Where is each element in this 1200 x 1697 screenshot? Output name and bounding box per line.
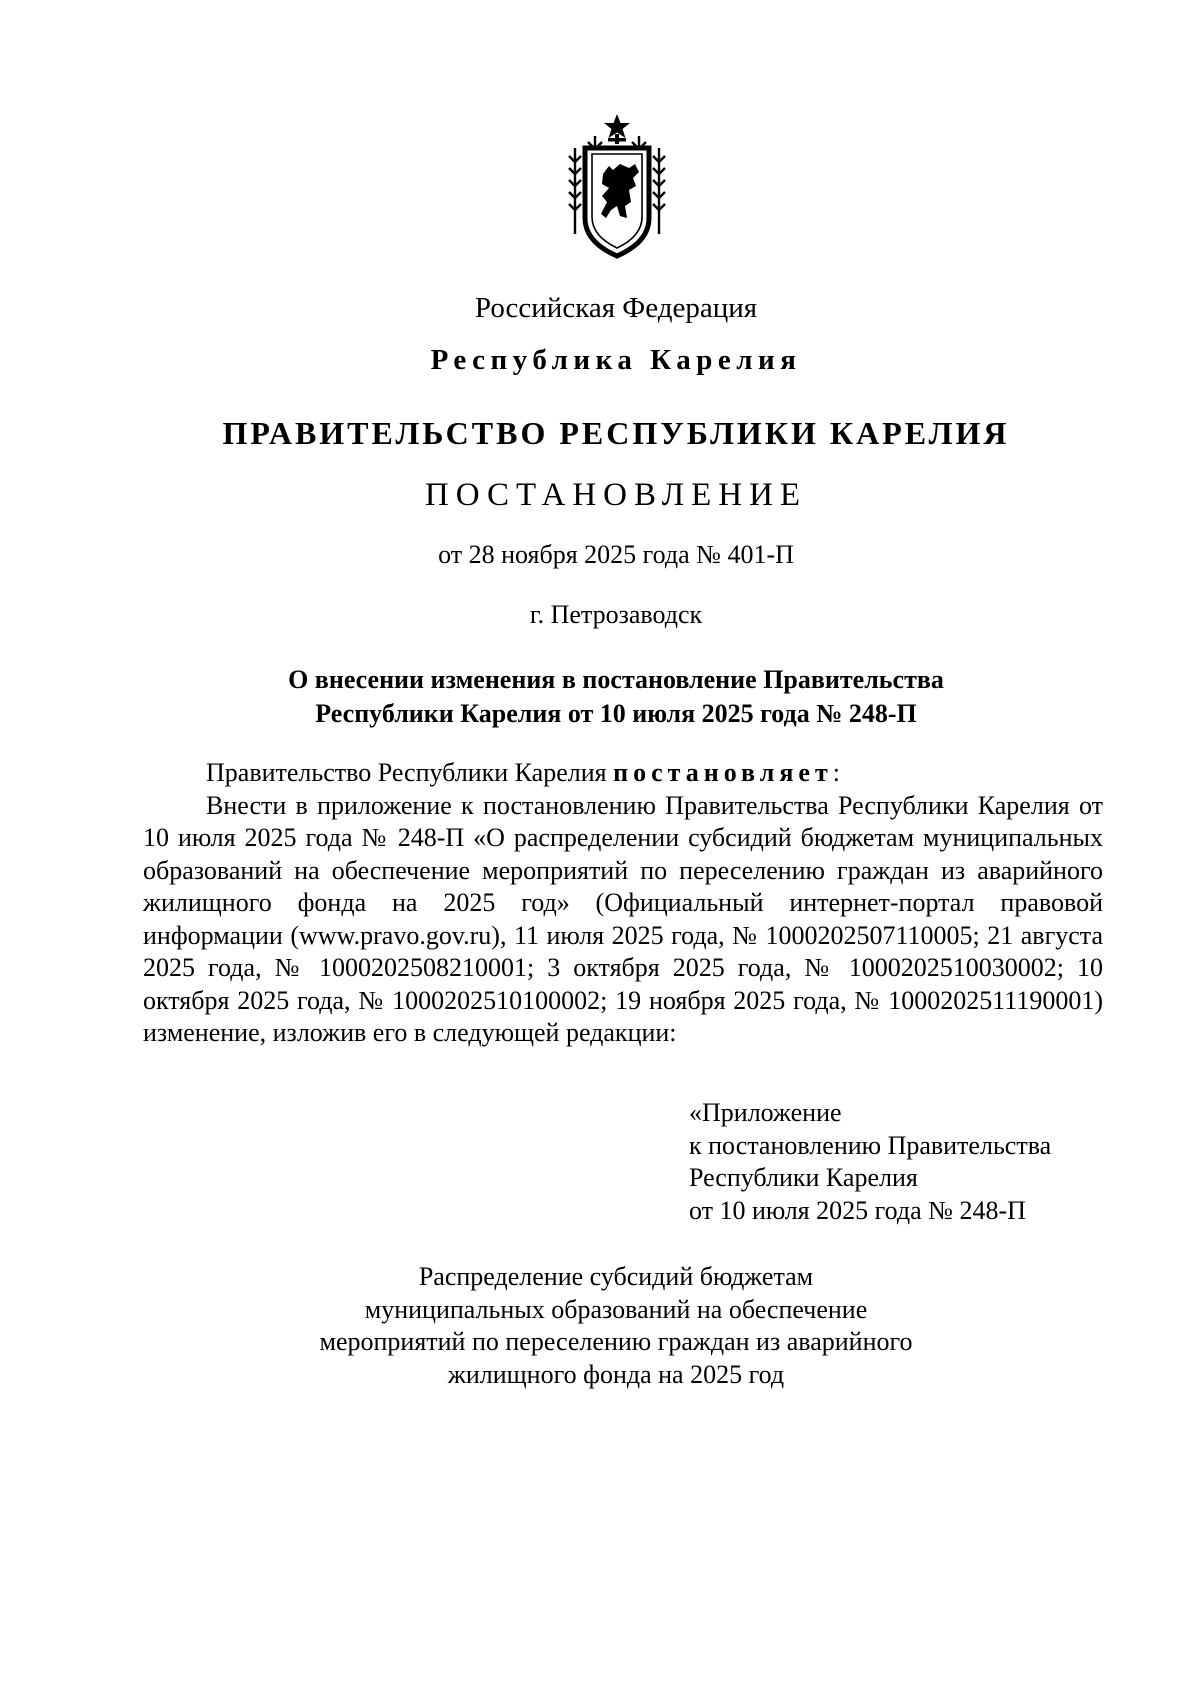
appendix-line: Республики Карелия (689, 1163, 918, 1192)
title-line: О внесении изменения в постановление Правительства (288, 665, 944, 694)
appendix-line: от 10 июля 2025 года № 248-П (689, 1195, 1026, 1225)
city: г. Петрозаводск (529, 600, 703, 629)
country-name: Российская Федерация (474, 292, 758, 324)
document-title (0, 663, 1200, 731)
distribution-title-line: Распределение субсидий бюджетам (418, 1262, 814, 1291)
appendix-reference (689, 1097, 1051, 1227)
appendix-line: «Приложение (689, 1098, 842, 1127)
document-type: ПОСТАНОВЛЕНИЕ (424, 477, 808, 513)
document-date-number: от 28 ноября 2025 года № 401-П (438, 540, 794, 569)
republic-name: Республика Карелия (430, 344, 802, 376)
document-body (143, 757, 1103, 1050)
appendix-line: к постановлению Правительства (689, 1130, 1052, 1160)
coat-of-arms-icon (565, 114, 669, 260)
distribution-title-line: жилищного фонда на 2025 год (447, 1359, 785, 1389)
resolution-paragraph: Внести в приложение к постановлению Правительства Республики Карелия от 10 июля 2025 года № 248-П «О распределении субсидий бюджетам муниципальных образований на обеспечение мероприятий по переселению граждан из аварийного жилищного фонда на 2025 год» (Официальный интернет-портал правовой информации (www.pravo.gov.ru), 11 июля 2025 года, № 1000202507110005; 21 августа 2025 года, № 1000202508210001; 3 октября 2025 года, № 1000202510030002; 10 октября 2025 года, № 1000202510100002; 19 ноября 2025 года, № 1000202511190001) изменение, изложив его в следующей редакции: (143, 790, 1103, 1047)
government-name: ПРАВИТЕЛЬСТВО РЕСПУБЛИКИ КАРЕЛИЯ (222, 415, 1010, 451)
resolves-verb: постановляет (613, 758, 833, 787)
intro-suffix: : (832, 758, 840, 787)
title-line: Республики Карелия от 10 июля 2025 года № 248-П (315, 699, 917, 728)
distribution-title-line: мероприятий по переселению граждан из аварийного (319, 1327, 913, 1356)
distribution-title (0, 1261, 1200, 1391)
resolution-intro (143, 757, 1103, 790)
distribution-title-line: муниципальных образований на обеспечение (364, 1294, 868, 1324)
intro-prefix: Правительство Республики Карелия (206, 758, 614, 787)
